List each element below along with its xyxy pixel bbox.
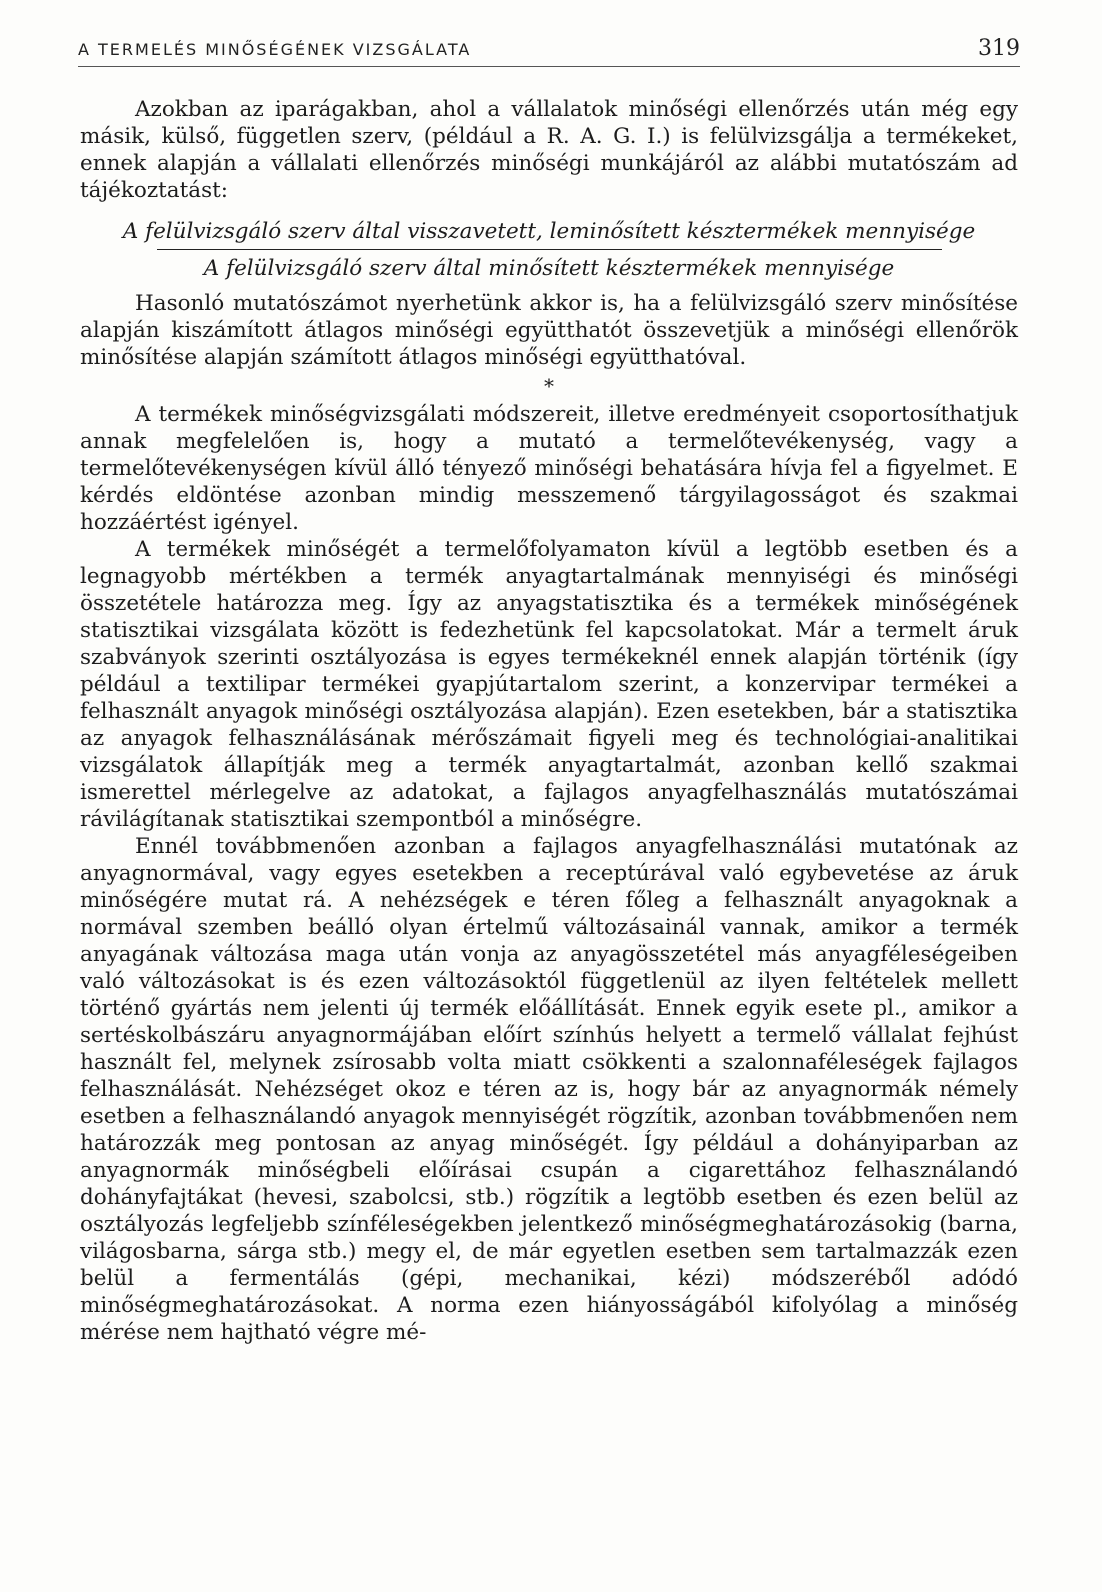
running-head: A TERMELÉS MINŐSÉGÉNEK VIZSGÁLATA xyxy=(78,40,472,59)
formula-numerator: A felülvizsgáló szerv által visszavetett, leminősített késztermékek mennyisége xyxy=(122,219,976,244)
page-header xyxy=(78,36,1020,67)
quality-ratio-formula xyxy=(80,218,1018,282)
formula-denominator: A felülvizsgáló szerv által minősített késztermékek mennyisége xyxy=(203,256,895,281)
paragraph-material-content: A termékek minőségét a termelőfolyamaton kívül a legtöbb esetben és a legnagyobb mértékben a termék anyagtartalmának mennyiségi és minőségi összetétele határozza meg. Így az anyagstatisztika és a termékek minőségének statisztikai vizsgálata között is fedezhetünk fel kapcsolatokat. Már a termelt áruk szabványok szerinti osztályozása is egyes termékeknél ennek alapján történik (így például a textilipar termékei gyapjútartalom szerint, a konzervipar termékei a felhasznált anyagok minőségi osztályozása alapján). Ezen esetekben, bár a statisztika az anyagok felhasználásának mérőszámait figyeli meg és technológiai-analitikai vizsgálatok állapítják meg a termék anyagtartalmát, azonban kellő szakmai ismerettel mérlegelve az adatokat, a fajlagos anyagfelhasználás mutatószámai rávilágítanak statisztikai szempontból a minőségre. xyxy=(80,537,1018,832)
body-text xyxy=(80,96,1018,1346)
page-number: 319 xyxy=(978,36,1020,61)
section-separator: * xyxy=(544,374,554,398)
paragraph-intro: Azokban az iparágakban, ahol a vállalatok minőségi ellenőrzés után még egy másik, külső, független szerv, (például a R. A. G. I.) is felülvizsgálja a termékeket, ennek alapján a vállalati ellenőrzés minőségi munkájáról az alábbi mutatószám ad tájékoztatást: xyxy=(80,97,1018,203)
fraction-line xyxy=(157,249,942,250)
paragraph-methods: A termékek minőségvizsgálati módszereit, illetve eredményeit csoportosíthatjuk annak megfelelően is, hogy a mutató a termelőtevékenység, vagy a termelőtevékenységen kívül álló tényező minőségi behatására hívja fel a figyelmet. E kérdés eldöntése azonban mindig messzemenő tárgyilagosságot és szakmai hozzáértést igényel. xyxy=(80,402,1018,535)
paragraph-material-norms: Ennél továbbmenően azonban a fajlagos anyagfelhasználási mutatónak az anyagnormával, vagy egyes esetekben a receptúrával való egybevetése az áruk minőségére mutat rá. A nehézségek e téren főleg a felhasznált anyagoknak a normával szemben beálló olyan értelmű változásainál vannak, amikor a termék anyagának változása maga után vonja az anyagösszetétel más anyagféleségeiben való változásokat is és ezen változásoktól függetlenül az ilyen feltételek mellett történő gyártás nem jelenti új termék előállítását. Ennek egyik esete pl., amikor a sertéskolbászáru anyagnormájában előírt színhús helyett a termelő vállalat fejhúst használt fel, melynek zsírosabb volta miatt csökkenti a szalonnaféleségek fajlagos felhasználását. Nehézséget okoz e téren az is, hogy bár az anyagnormák némely esetben a felhasználandó anyagok mennyiségét rögzítik, azonban továbbmenően nem határozzák meg pontosan az anyag minőségét. Így például a dohányiparban az anyagnormák minőségbeli előírásai csupán a cigarettához felhasználandó dohányfajtákat (hevesi, szabolcsi, stb.) rögzítik a legtöbb esetben és ezen belül az osztályozás legfeljebb színféleségekben jelentkező minőségmeghatározásokig (barna, világosbarna, sárga stb.) megy el, de már egyetlen esetben sem tartalmazzák ezen belül a fermentálás (gépi, mechanikai, kézi) módszeréből adódó minőségmeghatározásokat. A norma ezen hiányosságából kifolyólag a minőség mérése nem hajtható végre mé- xyxy=(80,834,1018,1345)
paragraph-similar-indicator: Hasonló mutatószámot nyerhetünk akkor is, ha a felülvizsgáló szerv minősítése alapján kiszámított átlagos minőségi együtthatót összevetjük a minőségi ellenőrök minősítése alapján számított átlagos minőségi együtthatóval. xyxy=(80,291,1018,370)
